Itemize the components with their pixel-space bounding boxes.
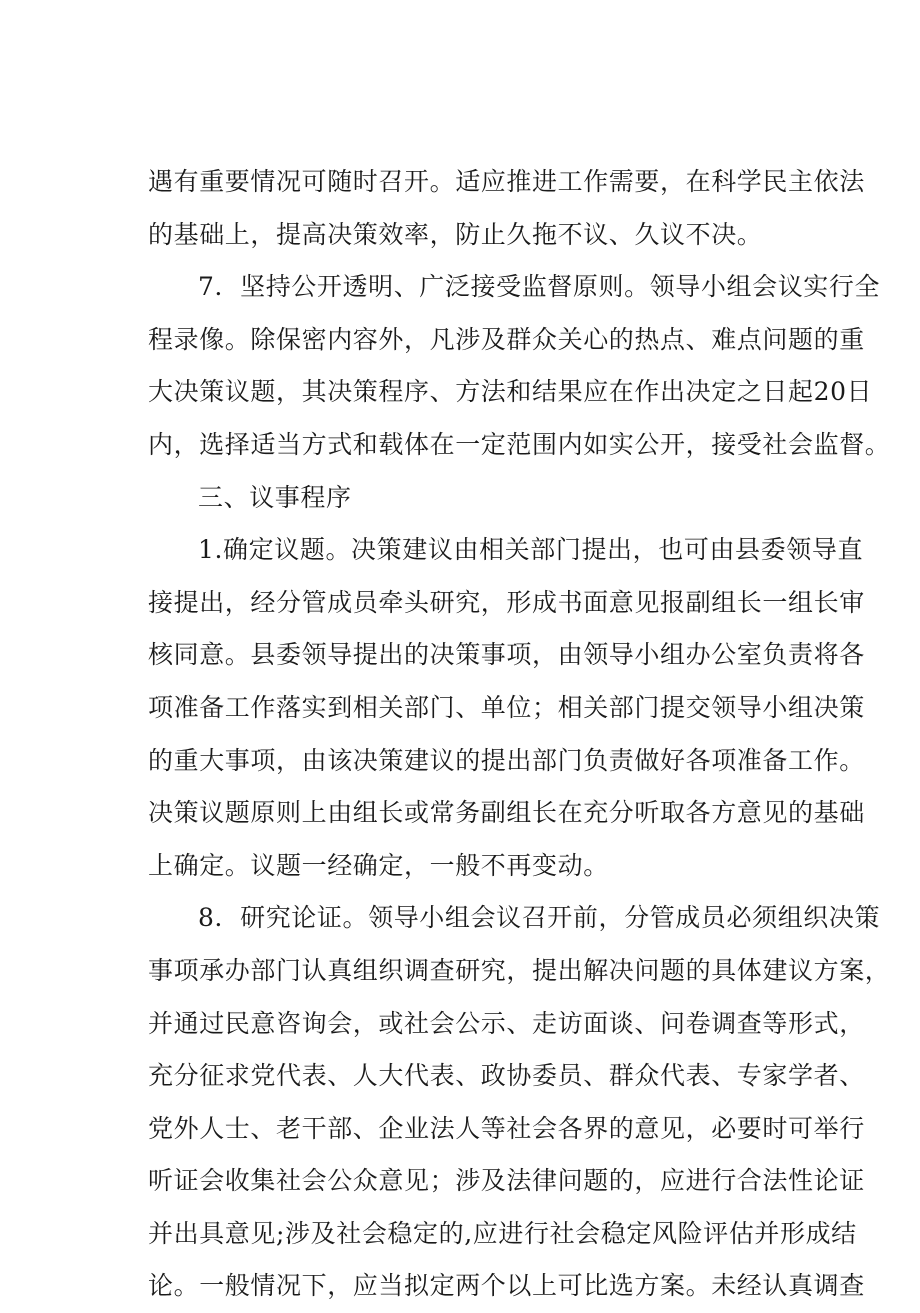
text-line: 听证会收集社会公众意见；涉及法律问题的，应进行合法性论证 xyxy=(148,1166,865,1196)
text-line: 8．研究论证。领导小组会议召开前，分管成员必须组织决策 xyxy=(198,903,881,933)
text-line: 的重大事项，由该决策建议的提出部门负责做好各项准备工作。 xyxy=(148,745,865,775)
text-line: 上确定。议题一经确定，一般不再变动。 xyxy=(148,850,609,880)
text-line: 事项承办部门认真组织调查研究，提出解决问题的具体建议方案， xyxy=(148,955,891,985)
text-line: 的基础上，提高决策效率，防止久拖不议、久议不决。 xyxy=(148,219,763,249)
text-line: 遇有重要情况可随时召开。适应推进工作需要，在科学民主依法 xyxy=(148,167,865,196)
document-body xyxy=(148,156,891,1313)
text-line: 党外人士、老干部、企业法人等社会各界的意见，必要时可举行 xyxy=(148,1113,865,1143)
text-line: 三、议事程序 xyxy=(198,482,352,512)
text-line: 并通过民意咨询会，或社会公示、走访面谈、问卷调查等形式， xyxy=(148,1008,865,1038)
text-line: 并出具意见;涉及社会稳定的,应进行社会稳定风险评估并形成结 xyxy=(148,1218,857,1248)
text-line: 内，选择适当方式和载体在一定范围内如实公开，接受社会监督。 xyxy=(148,429,891,459)
text-line: 充分征求党代表、人大代表、政协委员、群众代表、专家学者、 xyxy=(148,1061,865,1091)
text-line: 程录像。除保密内容外，凡涉及群众关心的热点、难点问题的重 xyxy=(148,324,865,354)
text-line: 核同意。县委领导提出的决策事项，由领导小组办公室负责将各 xyxy=(148,640,865,670)
text-line: 论。一般情况下，应当拟定两个以上可比选方案。未经认真调查 xyxy=(148,1271,865,1301)
text-line: 1.确定议题。决策建议由相关部门提出，也可由县委领导直 xyxy=(198,535,864,565)
text-line: 决策议题原则上由组长或常务副组长在充分听取各方意见的基础 xyxy=(148,798,865,828)
text-line: 项准备工作落实到相关部门、单位；相关部门提交领导小组决策 xyxy=(148,692,865,722)
text-line: 7．坚持公开透明、广泛接受监督原则。领导小组会议实行全 xyxy=(198,272,881,302)
text-line: 接提出，经分管成员牵头研究，形成书面意见报副组长一组长审 xyxy=(148,587,865,617)
text-line: 大决策议题，其决策程序、方法和结果应在作出决定之日起20日 xyxy=(148,377,873,407)
